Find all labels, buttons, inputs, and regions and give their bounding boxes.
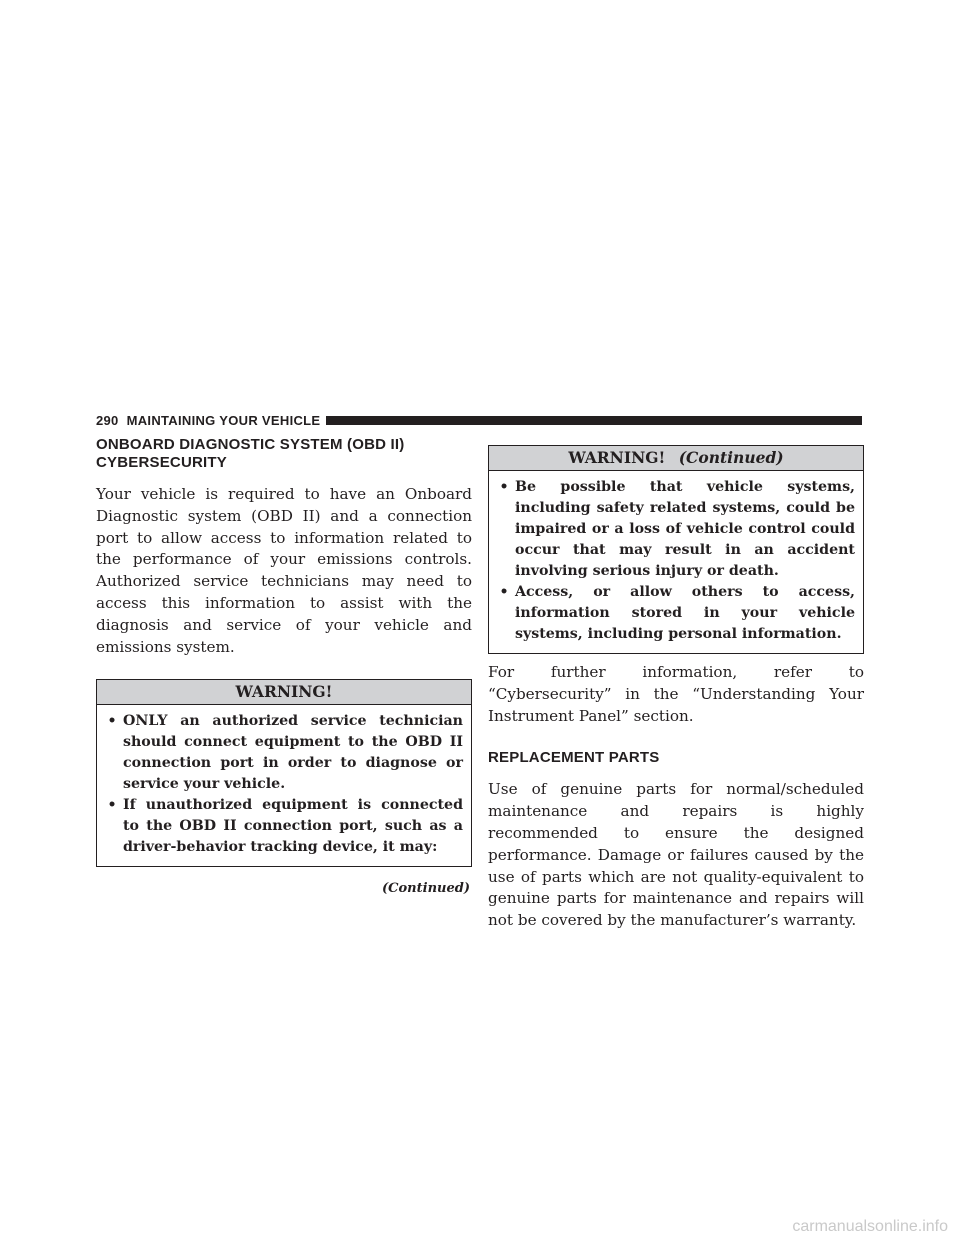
replacement-parts-heading: REPLACEMENT PARTS bbox=[488, 749, 660, 767]
warning-item bbox=[497, 477, 855, 582]
warning-title bbox=[489, 446, 863, 471]
warning-item bbox=[105, 795, 463, 858]
warning-box bbox=[96, 679, 472, 867]
right-column bbox=[488, 445, 864, 932]
bullet-icon: • bbox=[107, 713, 117, 730]
warning-item-text: ONLY an authorized service technician should connect equipment to the OBD II connection port in order to diagnose or service your vehicle. bbox=[123, 713, 463, 793]
obd-section-heading bbox=[96, 436, 472, 472]
warning-title-text: WARNING! bbox=[568, 448, 666, 467]
replacement-parts-paragraph: Use of genuine parts for normal/scheduled maintenance and repairs is highly recommended to ensure the designed performance. Damage or failures caused by the use of parts which are not quality-equivalent to genuine parts for maintenance and repairs will not be covered by the manufacturer’s warranty. bbox=[488, 780, 864, 930]
warning-title-text: WARNING! bbox=[235, 682, 333, 702]
bullet-icon: • bbox=[499, 479, 509, 495]
page-number: 290 bbox=[96, 412, 119, 428]
warning-item bbox=[105, 711, 463, 795]
warning-item-text: Be possible that vehicle systems, including safety related systems, could be impaired or a loss of vehicle control could occur that may result in an accident involving serious injury or death. bbox=[515, 479, 855, 579]
bullet-icon: • bbox=[499, 584, 509, 600]
obd-paragraph: Your vehicle is required to have an Onboard Diagnostic system (OBD II) and a connection port to allow access to information related to the performance of your emissions controls. Authorized service technicians may need to access this information to assist with the diagnosis and service of your vehicle and emissions system. bbox=[96, 485, 472, 656]
page-header bbox=[96, 412, 862, 428]
running-head: MAINTAINING YOUR VEHICLE bbox=[126, 412, 321, 428]
bullet-icon: • bbox=[107, 797, 117, 814]
obd-heading-line2: CYBERSECURITY bbox=[96, 454, 227, 471]
further-info-paragraph: For further information, refer to “Cybersecurity” in the “Understanding Your Instrument Panel” section. bbox=[488, 663, 864, 725]
warning-list bbox=[489, 471, 863, 653]
warning-list bbox=[97, 705, 471, 866]
warning-item-text: If unauthorized equipment is connected to the OBD II connection port, such as a driver-behavior tracking device, it may: bbox=[123, 797, 463, 856]
continued-label: (Continued) bbox=[382, 881, 470, 897]
warning-title bbox=[97, 680, 471, 705]
watermark: carmanualsonline.info bbox=[792, 1218, 948, 1235]
warning-title-suffix: (Continued) bbox=[678, 448, 784, 467]
obd-heading-line1: ONBOARD DIAGNOSTIC SYSTEM (OBD II) bbox=[96, 436, 405, 453]
warning-box-continued bbox=[488, 445, 864, 654]
header-rule bbox=[326, 416, 862, 425]
warning-item-text: Access, or allow others to access, information stored in your vehicle systems, including personal information. bbox=[515, 584, 855, 642]
warning-item bbox=[497, 582, 855, 645]
left-column bbox=[96, 436, 472, 896]
